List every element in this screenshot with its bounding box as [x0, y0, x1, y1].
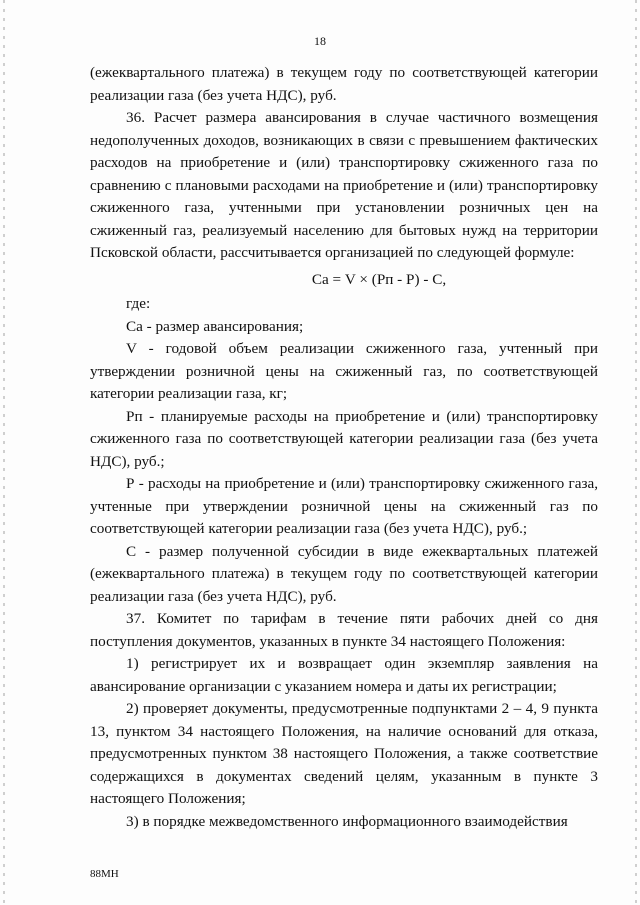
- scan-edge-right: [635, 0, 637, 905]
- definition-v: V - годовой объем реализации сжиженного газа, учтенный при утверждении розничной цены на сжиженный газ, по соответствующей категории реализации газа, кг;: [90, 340, 598, 402]
- scan-edge-left: [3, 0, 5, 905]
- list-item-1: 1) регистрирует их и возвращает один экземпляр заявления на авансирование организации с указанием номера и даты их регистрации;: [90, 655, 598, 695]
- definition-rp: Рп - планируемые расходы на приобретение и (или) транспортировку сжиженного газа по соответствующей категории реализации газа (без учета НДС), руб.;: [90, 407, 598, 470]
- list-item-3: 3) в порядке межведомственного информационного взаимодействия: [126, 812, 568, 830]
- formula: Са = V × (Рп - Р) - С,: [311, 270, 447, 288]
- list-item-2: 2) проверяет документы, предусмотренные подпунктами 2 – 4, 9 пункта 13, пунктом 34 настоящего Положения, на наличие оснований для отказа, предусмотренных пунктом 38 настоящего Положения, а также соответствие содержащихся в документах сведений целям, указанным в пункте 3 настоящего Положения;: [90, 700, 598, 807]
- page-number: 18: [314, 34, 326, 48]
- definition-ca: Са - размер авансирования;: [126, 317, 304, 335]
- paragraph-where: где:: [126, 295, 151, 312]
- paragraph-continuation: (ежеквартального платежа) в текущем году по соответствующей категории реализации газа (без учета НДС), руб.: [90, 64, 598, 104]
- paragraph-37: 37. Комитет по тарифам в течение пяти рабочих дней со дня поступления документов, указанных в пункте 34 настоящего Положения:: [90, 610, 598, 650]
- definition-r: Р - расходы на приобретение и (или) транспортировку сжиженного газа, учтенные при утверждении розничной цены на сжиженный газ по соответствующей категории реализации газа (без учета НДС), руб.;: [90, 475, 598, 537]
- footer-code: 88МН: [90, 868, 119, 880]
- definition-c: С - размер полученной субсидии в виде ежеквартальных платежей (ежеквартального платежа) в текущем году по соответствующей категории реализации газа (без учета НДС), руб.: [90, 542, 598, 605]
- document-body: [90, 62, 598, 833]
- paragraph-36: 36. Расчет размера авансирования в случае частичного возмещения недополученных доходов, возникающих в связи с превышением фактических расходов на приобретение и (или) транспортировку сжиженного газа по сравнению с плановыми расходами на приобретение и (или) транспортировку сжиженного газа, учтенными при установлении розничных цен на сжиженный газ, реализуемый населению для бытовых нужд на территории Псковской области, рассчитывается организацией по следующей формуле:: [90, 109, 598, 261]
